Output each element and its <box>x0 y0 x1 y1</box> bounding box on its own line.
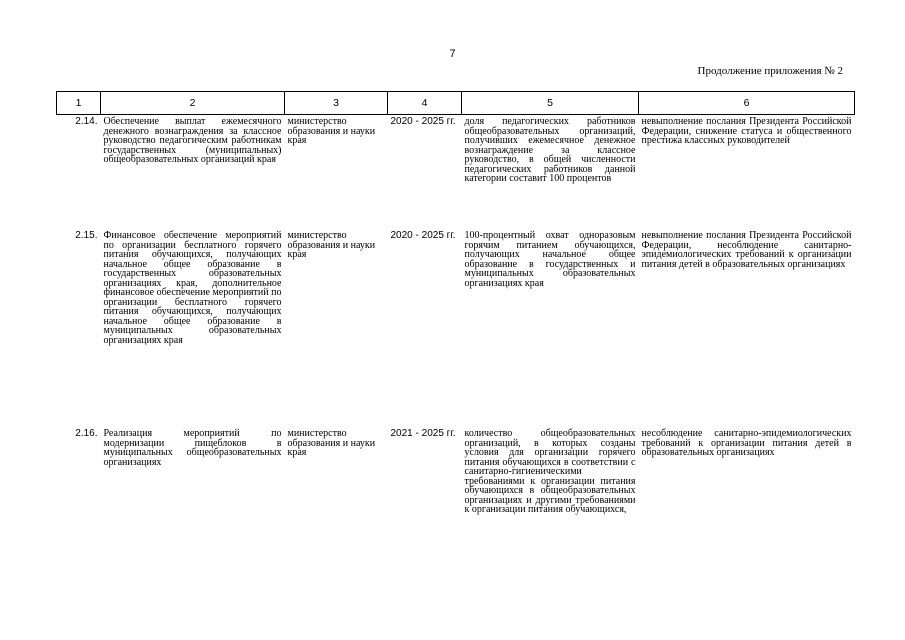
table-row <box>57 229 855 427</box>
row-number: 2.16. <box>75 428 98 439</box>
period-cell: 2021 - 2025 гг. <box>390 428 456 439</box>
header-col-1: 1 <box>57 92 101 115</box>
appendix-continuation-note: Продолжение приложения № 2 <box>697 65 843 77</box>
header-col-5: 5 <box>462 92 639 115</box>
executor-cell: министерство образования и науки края <box>287 230 376 260</box>
consequence-cell: несоблюдение санитарно-эпидемиологических требований к организации питания детей в образовательных организациях <box>641 428 852 458</box>
executor-cell: министерство образования и науки края <box>287 116 376 146</box>
row-number: 2.15. <box>75 230 98 241</box>
indicator-cell: 100-процентный охват одноразовым горячим питанием обучающихся, получающих начальное общее образование в государственных и муниципальных образовательных организациях края <box>464 230 636 289</box>
header-col-6: 6 <box>639 92 855 115</box>
measure-cell: Финансовое обеспечение мероприятий по организации бесплатного горячего питания обучающихся, получающих начальное общее образование в государственных образовательных организациях края, дополнительное финансовое обеспечение мероприятий по организации бесплатного горячего питания обучающихся, получающих начальное общее образование в муниципальных образовательных организациях края <box>103 230 282 346</box>
table-row <box>57 427 855 589</box>
row-number: 2.14. <box>75 116 98 127</box>
header-col-2: 2 <box>101 92 285 115</box>
measure-cell: Реализация мероприятий по модернизации пищеблоков в муниципальных общеобразовательных организациях <box>103 428 282 468</box>
page-number: 7 <box>449 48 456 60</box>
executor-cell: министерство образования и науки края <box>287 428 376 458</box>
header-col-3: 3 <box>285 92 388 115</box>
table-row <box>57 115 855 230</box>
consequence-cell: невыполнение послания Президента Российской Федерации, снижение статуса и общественного престижа классных руководителей <box>641 116 852 146</box>
header-col-4: 4 <box>388 92 462 115</box>
period-cell: 2020 - 2025 гг. <box>390 116 456 127</box>
measure-cell: Обеспечение выплат ежемесячного денежного вознаграждения за классное руководство педагогическим работникам государственных (муниципальных) общеобразовательных организаций края <box>103 116 282 165</box>
table-header-row <box>57 92 855 115</box>
measures-table <box>56 91 855 589</box>
consequence-cell: невыполнение послания Президента Российской Федерации, несоблюдение санитарно-эпидемиологических требований к организации питания детей в образовательных организациях <box>641 230 852 270</box>
period-cell: 2020 - 2025 гг. <box>390 230 456 241</box>
indicator-cell: количество общеобразовательных организаций, в которых созданы условия для организации горячего питания обучающихся в соответствии с санитарно-гигиеническими требованиями к организации питания обучающихся в общеобразовательных организациях и другими требованиями к организации питания обучающихся, <box>464 428 636 515</box>
indicator-cell: доля педагогических работников общеобразовательных организаций, получивших ежемесячное денежное вознаграждение за классное руководство, в общей численности педагогических работников данной категории составит 100 процентов <box>464 116 636 184</box>
